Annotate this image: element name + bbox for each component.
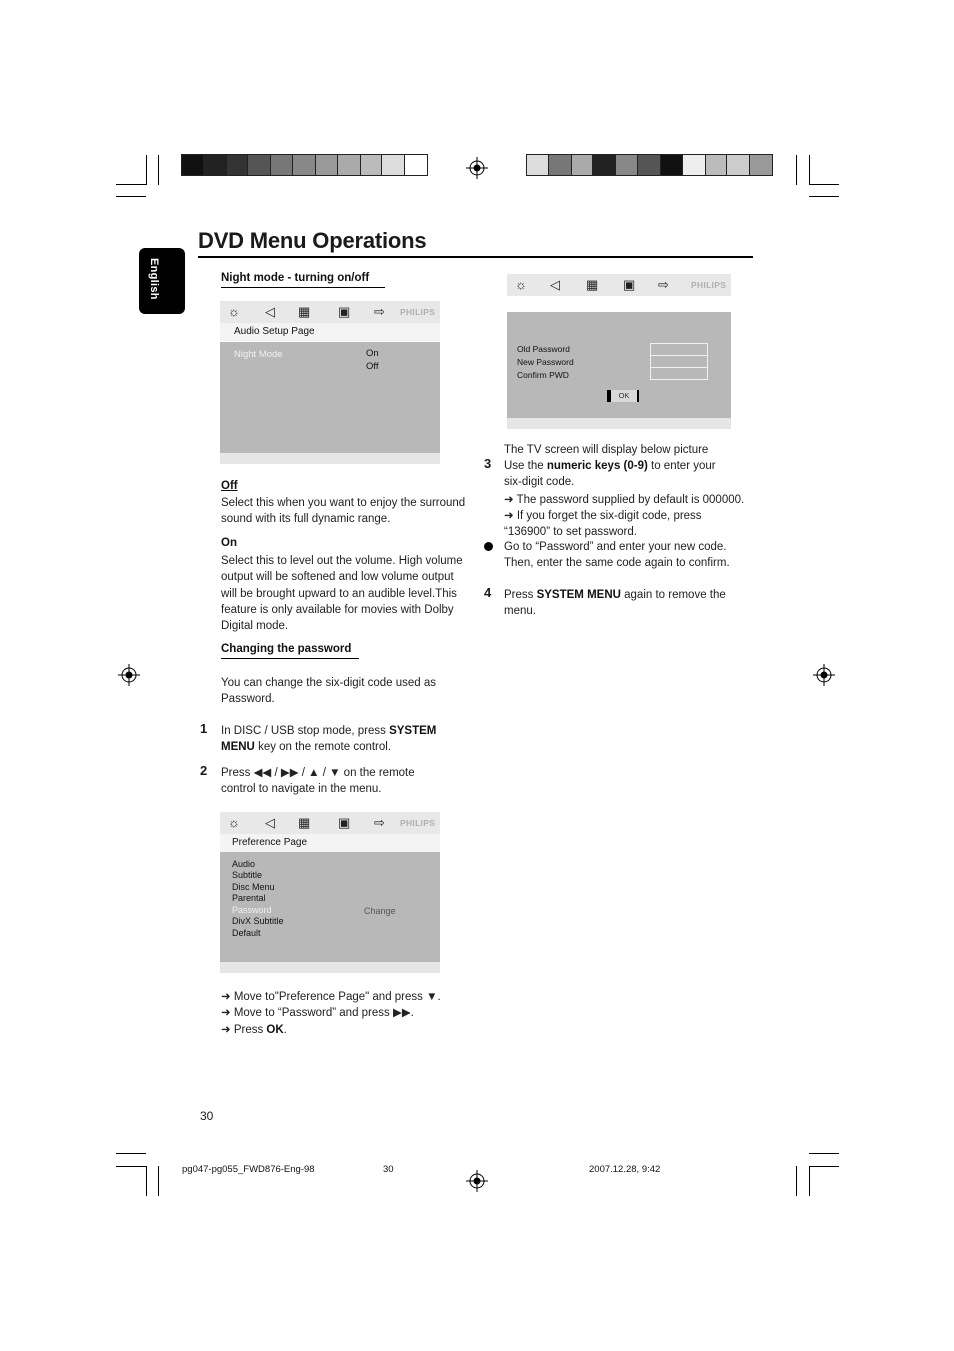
exit-icon: ⇨ xyxy=(374,304,385,319)
exit-icon: ⇨ xyxy=(658,277,669,292)
footer-date: 2007.12.28, 9:42 xyxy=(589,1164,661,1175)
menu-item: Audio xyxy=(232,859,256,869)
step-number: 4 xyxy=(484,585,492,600)
setup-icon: ☼ xyxy=(228,304,240,319)
grayscale-bar-left xyxy=(181,154,428,176)
step-1-text: In DISC / USB stop mode, press SYSTEM MENU key on the remote control. xyxy=(221,725,437,754)
bullet-text: Go to “Password” and enter your new code. Then, enter the same code again to confirm. xyxy=(504,541,730,570)
bullet-icon xyxy=(484,542,493,551)
video-icon: ▦ xyxy=(298,304,311,319)
old-password-label: Old Password xyxy=(517,344,570,354)
heading-underline xyxy=(221,658,359,659)
menu-item: Subtitle xyxy=(232,870,263,880)
password-heading: Changing the password xyxy=(221,643,352,655)
footer-filename: pg047-pg055_FWD876-Eng-98 xyxy=(182,1164,315,1175)
menu-item: Parental xyxy=(232,893,266,903)
menu-item-selected: Password xyxy=(232,905,272,915)
on-text: Select this to level out the volume. High volume output will be softened and low volume output will be brought upward to an audible level.This feature is only available for movies with Dolby Digital mode. xyxy=(221,555,463,633)
setup-icon: ☼ xyxy=(228,815,240,830)
setup-icon: ☼ xyxy=(515,277,527,292)
menu-item: Disc Menu xyxy=(232,882,275,892)
option-off: Off xyxy=(366,361,379,372)
off-heading: Off xyxy=(221,480,238,492)
ok-button[interactable]: OK xyxy=(607,390,639,402)
registration-mark-icon xyxy=(466,157,488,179)
speaker-icon: ◁ xyxy=(550,277,560,292)
exit-icon: ⇨ xyxy=(374,815,385,830)
off-text: Select this when you want to enjoy the surround sound with its full dynamic range. xyxy=(221,497,466,526)
video-icon: ▦ xyxy=(298,815,311,830)
heading-underline xyxy=(221,287,385,288)
registration-mark-icon xyxy=(118,664,140,686)
step-number: 3 xyxy=(484,456,492,471)
grayscale-bar-right xyxy=(526,154,773,176)
step-2-text: Press ◀◀ / ▶▶ / ▲ / ▼ on the remote control to navigate in the menu. xyxy=(221,767,415,796)
new-password-label: New Password xyxy=(517,357,574,367)
tv-display-text: The TV screen will display below picture xyxy=(504,444,709,456)
audio-setup-osd xyxy=(220,301,440,463)
preference-icon: ▣ xyxy=(623,277,636,292)
video-icon: ▦ xyxy=(586,277,599,292)
osd-page-title: Preference Page xyxy=(220,834,440,852)
night-mode-heading: Night mode - turning on/off xyxy=(221,272,370,284)
option-on: On xyxy=(366,348,379,359)
page-title: DVD Menu Operations xyxy=(198,228,427,253)
preference-icon: ▣ xyxy=(338,304,351,319)
page-number: 30 xyxy=(200,1109,214,1123)
step-4-text: Press SYSTEM MENU again to remove the menu. xyxy=(504,589,726,618)
confirm-password-label: Confirm PWD xyxy=(517,370,569,380)
preference-osd xyxy=(220,812,440,972)
password-intro: You can change the six-digit code used as Password. xyxy=(221,677,437,706)
password-osd xyxy=(507,274,731,428)
speaker-icon: ◁ xyxy=(265,304,275,319)
language-tab xyxy=(139,248,185,314)
on-heading: On xyxy=(221,537,237,549)
navigation-notes: ➜ Move to"Preference Page" and press ▼. ➜ Move to “Password” and press ▶▶. ➜ Press OK. xyxy=(221,991,441,1036)
footer-page: 30 xyxy=(383,1164,394,1175)
confirm-password-field[interactable] xyxy=(650,367,708,380)
step-number: 1 xyxy=(200,721,208,736)
osd-page-title: Audio Setup Page xyxy=(220,323,440,341)
title-rule xyxy=(198,256,753,258)
speaker-icon: ◁ xyxy=(265,815,275,830)
registration-mark-icon xyxy=(466,1170,488,1192)
preference-icon: ▣ xyxy=(338,815,351,830)
night-mode-item: Night Mode xyxy=(234,349,283,360)
menu-item: DivX Subtitle xyxy=(232,916,284,926)
registration-mark-icon xyxy=(813,664,835,686)
brand-logo: PHILIPS xyxy=(691,280,727,290)
step-number: 2 xyxy=(200,763,208,778)
menu-item: Default xyxy=(232,928,261,938)
step-3-text: Use the numeric keys (0-9) to enter your six-digit code. ➜ The password supplied by default is 000000. ➜ If you forget the six-digit code, press “136900” to set password. xyxy=(504,460,745,539)
language-label: English xyxy=(148,258,160,300)
change-option: Change xyxy=(364,906,396,916)
brand-logo: PHILIPS xyxy=(400,818,436,828)
brand-logo: PHILIPS xyxy=(400,307,436,317)
